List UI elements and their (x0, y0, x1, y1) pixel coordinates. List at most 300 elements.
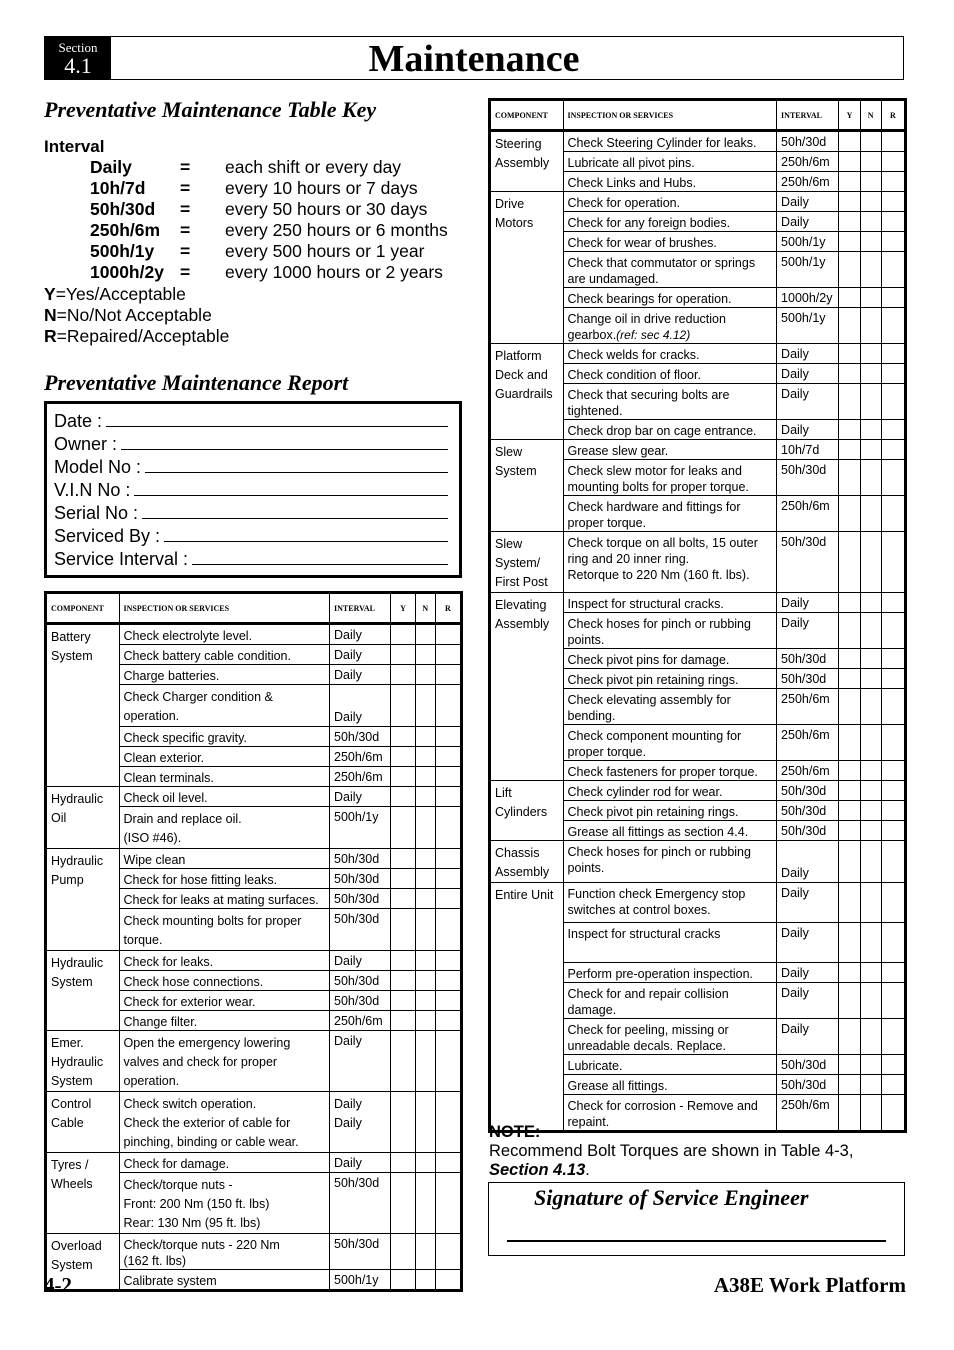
interval-value: Daily (781, 596, 809, 610)
check-n-cell[interactable] (860, 841, 881, 883)
interval-cell (777, 496, 839, 532)
check-r-cell[interactable] (881, 649, 905, 669)
check-n-cell[interactable] (860, 669, 881, 689)
check-y-cell[interactable] (391, 1011, 415, 1031)
table-row (46, 1234, 462, 1270)
check-y-cell[interactable] (391, 1234, 415, 1270)
check-r-cell[interactable] (881, 1075, 905, 1095)
check-r-cell[interactable] (881, 460, 905, 496)
check-y-cell[interactable] (391, 624, 415, 645)
check-n-cell[interactable] (415, 645, 435, 665)
check-r-cell[interactable] (435, 1092, 461, 1153)
report-field-label: V.I.N No : (54, 480, 131, 500)
inspection-text (124, 931, 326, 950)
check-y-cell[interactable] (391, 645, 415, 665)
component-cell (490, 593, 564, 781)
legend-letter: N (44, 305, 57, 325)
report-field (54, 502, 448, 524)
report-field-input[interactable] (106, 410, 448, 427)
check-r-cell[interactable] (881, 232, 905, 252)
report-field-input[interactable] (142, 502, 448, 519)
inspection-text (568, 1002, 773, 1018)
table-row (46, 787, 462, 807)
check-n-cell[interactable] (860, 212, 881, 232)
interval-value: 50h/30d (781, 824, 827, 838)
report-field (54, 479, 448, 501)
check-r-cell[interactable] (435, 951, 461, 971)
interval-cell (777, 288, 839, 308)
check-n-cell[interactable] (860, 761, 881, 781)
check-r-cell[interactable] (881, 761, 905, 781)
check-n-cell[interactable] (860, 152, 881, 172)
check-n-cell[interactable] (415, 767, 435, 787)
check-r-cell[interactable] (881, 288, 905, 308)
table-row (46, 1031, 462, 1092)
check-y-cell[interactable] (839, 232, 860, 252)
check-r-cell[interactable] (881, 384, 905, 420)
check-r-cell[interactable] (881, 613, 905, 649)
legend-text: =Repaired/Acceptable (56, 326, 230, 346)
check-y-cell[interactable] (391, 951, 415, 971)
check-y-cell[interactable] (391, 767, 415, 787)
check-r-cell[interactable] (881, 131, 905, 152)
check-n-cell[interactable] (860, 344, 881, 364)
check-r-cell[interactable] (881, 923, 905, 963)
inspection-text (568, 1058, 773, 1074)
inspection-cell (119, 869, 330, 889)
check-n-cell[interactable] (860, 613, 881, 649)
check-n-cell[interactable] (860, 172, 881, 192)
check-n-cell[interactable] (415, 747, 435, 767)
check-n-cell[interactable] (415, 787, 435, 807)
check-n-cell[interactable] (860, 963, 881, 983)
check-y-cell[interactable] (391, 1153, 415, 1173)
inspection-line: Check elevating assembly for (567, 693, 731, 707)
check-r-cell[interactable] (881, 496, 905, 532)
interval-code: 250h/6m (90, 220, 161, 240)
check-y-cell[interactable] (839, 649, 860, 669)
component-name: System (51, 1074, 93, 1088)
check-n-cell[interactable] (415, 1234, 435, 1270)
check-y-cell[interactable] (839, 883, 860, 923)
check-n-cell[interactable] (415, 1031, 435, 1092)
check-y-cell[interactable] (391, 747, 415, 767)
check-r-cell[interactable] (435, 1031, 461, 1092)
check-n-cell[interactable] (415, 951, 435, 971)
interval-code: 50h/30d (90, 199, 156, 219)
inspection-line: Check switch operation. (123, 1097, 257, 1111)
header-interval: INTERVAL (777, 100, 839, 131)
check-y-cell[interactable] (839, 192, 860, 212)
check-r-cell[interactable] (435, 624, 461, 645)
check-n-cell[interactable] (860, 689, 881, 725)
table-header-row (46, 593, 462, 624)
check-y-cell[interactable] (839, 496, 860, 532)
inspection-text (568, 902, 773, 918)
check-n-cell[interactable] (415, 1092, 435, 1153)
check-r-cell[interactable] (881, 172, 905, 192)
check-n-cell[interactable] (860, 781, 881, 801)
check-y-cell[interactable] (391, 889, 415, 909)
check-y-cell[interactable] (839, 923, 860, 963)
check-y-cell[interactable] (839, 1019, 860, 1055)
check-r-cell[interactable] (881, 152, 905, 172)
check-n-cell[interactable] (860, 532, 881, 593)
inspection-line: unreadable decals. Replace. (567, 1039, 726, 1053)
report-field-input[interactable] (145, 456, 448, 473)
interval-cell (777, 172, 839, 192)
inspection-cell (119, 1173, 330, 1234)
check-y-cell[interactable] (839, 212, 860, 232)
check-y-cell[interactable] (391, 1270, 415, 1291)
component-name: Hydraulic (51, 956, 104, 970)
header-component: COMPONENT (46, 593, 120, 624)
check-y-cell[interactable] (839, 841, 860, 883)
check-r-cell[interactable] (881, 344, 905, 364)
inspection-text (124, 1053, 326, 1072)
check-y-cell[interactable] (391, 685, 415, 727)
check-y-cell[interactable] (839, 440, 860, 460)
check-n-cell[interactable] (860, 288, 881, 308)
interval-value: Daily (334, 1116, 362, 1130)
check-r-cell[interactable] (435, 971, 461, 991)
check-r-cell[interactable] (881, 821, 905, 841)
check-r-cell[interactable] (881, 841, 905, 883)
interval-cell (777, 923, 839, 963)
interval-cell (777, 761, 839, 781)
inspection-text (568, 1078, 773, 1094)
check-r-cell[interactable] (435, 665, 461, 685)
check-n-cell[interactable] (860, 1019, 881, 1055)
inspection-cell (119, 727, 330, 747)
inspection-cell (563, 841, 777, 883)
check-y-cell[interactable] (839, 689, 860, 725)
inspection-line: Check hoses for pinch or rubbing (567, 845, 751, 859)
check-y-cell[interactable] (391, 991, 415, 1011)
check-r-cell[interactable] (881, 192, 905, 212)
interval-cell (777, 252, 839, 288)
check-n-cell[interactable] (415, 1270, 435, 1291)
check-n-cell[interactable] (860, 232, 881, 252)
check-y-cell[interactable] (839, 761, 860, 781)
interval-cell (330, 1153, 391, 1173)
inspection-line: Check hoses for pinch or rubbing (567, 617, 751, 631)
check-n-cell[interactable] (415, 624, 435, 645)
check-r-cell[interactable] (881, 593, 905, 613)
inspection-text (124, 810, 326, 829)
check-y-cell[interactable] (839, 725, 860, 761)
interval-value: Daily (334, 668, 362, 682)
inspection-line: Grease all fittings. (567, 1079, 668, 1093)
interval-cell (777, 1075, 839, 1095)
check-n-cell[interactable] (415, 727, 435, 747)
check-n-cell[interactable] (860, 725, 881, 761)
check-y-cell[interactable] (391, 665, 415, 685)
check-y-cell[interactable] (839, 983, 860, 1019)
interval-value: 500h/1y (781, 311, 826, 325)
check-r-cell[interactable] (881, 1019, 905, 1055)
interval-cell (777, 801, 839, 821)
inspection-text (568, 926, 773, 942)
check-r-cell[interactable] (435, 807, 461, 849)
check-r-cell[interactable] (435, 787, 461, 807)
check-r-cell[interactable] (881, 212, 905, 232)
check-y-cell[interactable] (839, 1055, 860, 1075)
check-y-cell[interactable] (391, 727, 415, 747)
interval-value: Daily (781, 1022, 809, 1036)
check-y-cell[interactable] (839, 613, 860, 649)
interval-value: 250h/6m (781, 175, 830, 189)
check-r-cell[interactable] (881, 725, 905, 761)
interval-cell (330, 685, 391, 727)
check-n-cell[interactable] (415, 869, 435, 889)
check-y-cell[interactable] (839, 152, 860, 172)
component-name: Chassis (495, 846, 540, 860)
check-n-cell[interactable] (860, 821, 881, 841)
check-r-cell[interactable] (881, 689, 905, 725)
page-number: 4-2 (44, 1273, 72, 1297)
check-r-cell[interactable] (435, 1234, 461, 1270)
inspection-cell (119, 849, 330, 869)
inspection-line: Open the emergency lowering (123, 1036, 291, 1050)
check-n-cell[interactable] (415, 971, 435, 991)
check-r-cell[interactable] (881, 963, 905, 983)
check-y-cell[interactable] (391, 1173, 415, 1234)
check-y-cell[interactable] (839, 252, 860, 288)
check-n-cell[interactable] (415, 1173, 435, 1234)
interval-value: Daily (781, 367, 809, 381)
component-name: Pump (51, 873, 84, 887)
check-y-cell[interactable] (839, 821, 860, 841)
table-row (490, 883, 906, 923)
check-r-cell[interactable] (881, 1055, 905, 1075)
inspection-text (568, 535, 773, 551)
component-cell (46, 624, 120, 787)
check-y-cell[interactable] (839, 131, 860, 152)
check-y-cell[interactable] (839, 172, 860, 192)
check-n-cell[interactable] (860, 1075, 881, 1095)
interval-cell (777, 344, 839, 364)
component-cell (46, 787, 120, 849)
interval-value: 50h/30d (781, 1078, 827, 1092)
check-n-cell[interactable] (415, 1011, 435, 1031)
component-cell (490, 532, 564, 593)
check-r-cell[interactable] (881, 669, 905, 689)
report-field-input[interactable] (134, 479, 448, 496)
interval-cell (777, 440, 839, 460)
report-field-label: Model No : (54, 457, 142, 477)
check-r-cell[interactable] (435, 909, 461, 951)
check-y-cell[interactable] (839, 308, 860, 344)
check-y-cell[interactable] (839, 344, 860, 364)
inspection-line: Perform pre-operation inspection. (567, 967, 754, 981)
inspection-line: Check for hose fitting leaks. (123, 873, 278, 887)
inspection-line: Check for exterior wear. (123, 995, 256, 1009)
check-y-cell[interactable] (391, 869, 415, 889)
check-y-cell[interactable] (839, 532, 860, 593)
check-r-cell[interactable] (435, 1270, 461, 1291)
component-cell (490, 131, 564, 192)
check-r-cell[interactable] (881, 801, 905, 821)
component-name: Emer. (51, 1036, 84, 1050)
interval-cell (330, 747, 391, 767)
inspection-text (568, 986, 773, 1002)
check-n-cell[interactable] (860, 983, 881, 1019)
check-y-cell[interactable] (839, 364, 860, 384)
interval-value: Daily (334, 1034, 362, 1048)
table-row (490, 344, 906, 364)
interval-value: Daily (781, 215, 809, 229)
inspection-line: bending. (567, 709, 616, 723)
check-n-cell[interactable] (415, 991, 435, 1011)
check-n-cell[interactable] (415, 665, 435, 685)
check-n-cell[interactable] (860, 801, 881, 821)
check-n-cell[interactable] (860, 384, 881, 420)
check-n-cell[interactable] (415, 1153, 435, 1173)
table-row (46, 1153, 462, 1173)
check-r-cell[interactable] (435, 685, 461, 727)
inspection-text (568, 728, 773, 744)
check-y-cell[interactable] (839, 460, 860, 496)
check-r-cell[interactable] (435, 1011, 461, 1031)
check-y-cell[interactable] (391, 849, 415, 869)
check-y-cell[interactable] (391, 1092, 415, 1153)
check-y-cell[interactable] (839, 384, 860, 420)
check-n-cell[interactable] (415, 849, 435, 869)
check-y-cell[interactable] (391, 971, 415, 991)
component-name: Hydraulic (51, 854, 104, 868)
check-n-cell[interactable] (860, 252, 881, 288)
interval-value: Daily (781, 616, 809, 630)
check-r-cell[interactable] (881, 308, 905, 344)
check-y-cell[interactable] (839, 420, 860, 440)
interval-value: 250h/6m (334, 1014, 383, 1028)
report-heading: Preventative Maintenance Report (44, 370, 349, 395)
check-r-cell[interactable] (435, 1173, 461, 1234)
check-y-cell[interactable] (839, 801, 860, 821)
check-r-cell[interactable] (435, 727, 461, 747)
check-r-cell[interactable] (881, 883, 905, 923)
check-r-cell[interactable] (881, 532, 905, 593)
interval-description: every 10 hours or 7 days (225, 178, 418, 198)
inspection-cell (563, 689, 777, 725)
check-r-cell[interactable] (881, 440, 905, 460)
inspection-line: Function check Emergency stop (567, 887, 746, 901)
check-y-cell[interactable] (839, 963, 860, 983)
page-title: Maintenance (368, 38, 580, 80)
check-n-cell[interactable] (860, 593, 881, 613)
check-r-cell[interactable] (881, 252, 905, 288)
inspection-line: damage. (567, 1003, 617, 1017)
check-n-cell[interactable] (860, 131, 881, 152)
component-name: System/ (495, 556, 541, 570)
check-n-cell[interactable] (860, 192, 881, 212)
check-n-cell[interactable] (415, 807, 435, 849)
check-n-cell[interactable] (860, 364, 881, 384)
check-n-cell[interactable] (860, 1055, 881, 1075)
interval-value: 50h/30d (334, 1237, 380, 1251)
inspection-line: Check component mounting for (567, 729, 742, 743)
inspection-cell (119, 889, 330, 909)
check-y-cell[interactable] (391, 787, 415, 807)
check-y-cell[interactable] (839, 288, 860, 308)
check-n-cell[interactable] (860, 420, 881, 440)
interval-label: Interval (44, 137, 105, 156)
inspection-text (568, 764, 773, 780)
inspection-cell (563, 252, 777, 288)
check-n-cell[interactable] (860, 496, 881, 532)
interval-value: 1000h/2y (781, 291, 833, 305)
check-y-cell[interactable] (391, 909, 415, 951)
legend-text: =No/Not Acceptable (56, 305, 212, 325)
check-y-cell[interactable] (839, 781, 860, 801)
inspection-cell (563, 440, 777, 460)
check-n-cell[interactable] (860, 649, 881, 669)
report-field-input[interactable] (192, 548, 448, 565)
inspection-text (568, 327, 773, 343)
check-n-cell[interactable] (415, 889, 435, 909)
inspection-cell (563, 781, 777, 801)
check-r-cell[interactable] (435, 747, 461, 767)
table-row (46, 951, 462, 971)
check-r-cell[interactable] (435, 767, 461, 787)
inspection-text (124, 790, 326, 806)
check-r-cell[interactable] (435, 889, 461, 909)
inspection-text (568, 463, 773, 479)
inspection-line: Clean terminals. (123, 771, 214, 785)
check-y-cell[interactable] (391, 807, 415, 849)
inspection-line: Charge batteries. (123, 669, 220, 683)
check-y-cell[interactable] (391, 1031, 415, 1092)
note-ref: Section 4.13 (489, 1161, 586, 1179)
check-n-cell[interactable] (860, 460, 881, 496)
inspection-cell (563, 725, 777, 761)
check-n-cell[interactable] (860, 440, 881, 460)
check-y-cell[interactable] (839, 1075, 860, 1095)
inspection-line: operation. (123, 709, 180, 723)
inspection-text (568, 1098, 773, 1114)
check-r-cell[interactable] (881, 781, 905, 801)
check-n-cell[interactable] (860, 308, 881, 344)
check-r-cell[interactable] (435, 645, 461, 665)
inspection-text (124, 1133, 326, 1152)
check-n-cell[interactable] (860, 923, 881, 963)
check-r-cell[interactable] (881, 983, 905, 1019)
interval-cell (777, 669, 839, 689)
report-field-input[interactable] (121, 433, 448, 450)
inspection-line: Check hose connections. (123, 975, 264, 989)
check-r-cell[interactable] (435, 991, 461, 1011)
inspection-line: Change oil in drive reduction (567, 312, 726, 326)
check-r-cell[interactable] (881, 420, 905, 440)
inspection-cell (119, 624, 330, 645)
inspection-text (568, 403, 773, 419)
check-y-cell[interactable] (839, 669, 860, 689)
check-n-cell[interactable] (860, 883, 881, 923)
check-y-cell[interactable] (839, 593, 860, 613)
check-r-cell[interactable] (435, 869, 461, 889)
check-r-cell[interactable] (881, 364, 905, 384)
report-field-input[interactable] (164, 525, 448, 542)
signature-line[interactable] (507, 1240, 886, 1242)
check-r-cell[interactable] (435, 1153, 461, 1173)
inspection-text (124, 1156, 326, 1172)
check-n-cell[interactable] (415, 685, 435, 727)
check-r-cell[interactable] (435, 849, 461, 869)
inspection-text (124, 1095, 326, 1114)
check-n-cell[interactable] (415, 909, 435, 951)
interval-cell (777, 308, 839, 344)
